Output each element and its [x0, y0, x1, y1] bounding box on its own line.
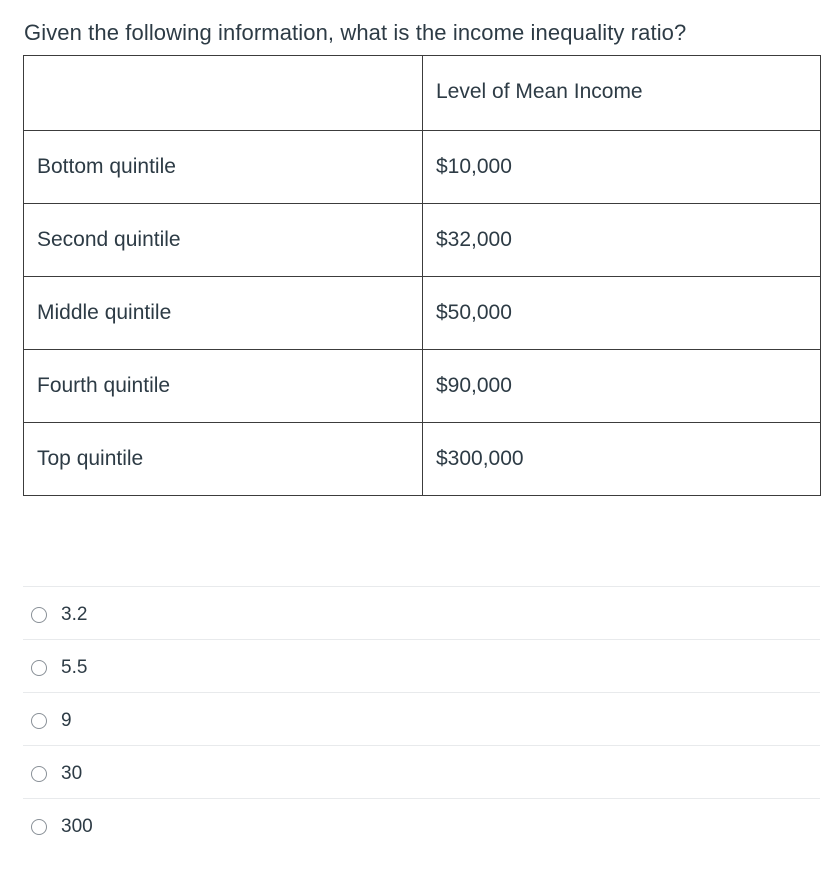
table-row: [24, 277, 821, 350]
quintile-label: Middle quintile: [24, 277, 423, 350]
income-value: $32,000: [423, 204, 821, 277]
radio-button[interactable]: [31, 607, 47, 623]
answer-option[interactable]: [23, 692, 820, 745]
income-value: $50,000: [423, 277, 821, 350]
answer-option[interactable]: [23, 798, 820, 851]
table-row: [24, 350, 821, 423]
table-header-cell: [24, 56, 423, 131]
table-row: [24, 423, 821, 496]
income-value: $90,000: [423, 350, 821, 423]
answer-label: 9: [61, 710, 72, 731]
table-header-row: [24, 56, 821, 131]
answer-option[interactable]: [23, 586, 820, 639]
table-row: [24, 131, 821, 204]
answer-option[interactable]: [23, 639, 820, 692]
answer-label: 30: [61, 763, 83, 784]
income-value: $300,000: [423, 423, 821, 496]
quintile-label: Top quintile: [24, 423, 423, 496]
income-table: [23, 55, 821, 496]
radio-button[interactable]: [31, 660, 47, 676]
quintile-label: Second quintile: [24, 204, 423, 277]
answer-label: 300: [61, 816, 93, 837]
income-value: $10,000: [423, 131, 821, 204]
table-header-cell: Level of Mean Income: [423, 56, 821, 131]
radio-button[interactable]: [31, 819, 47, 835]
answer-label: 3.2: [61, 604, 88, 625]
table-row: [24, 204, 821, 277]
answer-list: [23, 586, 820, 851]
answer-label: 5.5: [61, 657, 88, 678]
quintile-label: Fourth quintile: [24, 350, 423, 423]
quintile-label: Bottom quintile: [24, 131, 423, 204]
answer-option[interactable]: [23, 745, 820, 798]
radio-button[interactable]: [31, 766, 47, 782]
question-text: Given the following information, what is the income inequality ratio?: [24, 20, 687, 45]
radio-button[interactable]: [31, 713, 47, 729]
